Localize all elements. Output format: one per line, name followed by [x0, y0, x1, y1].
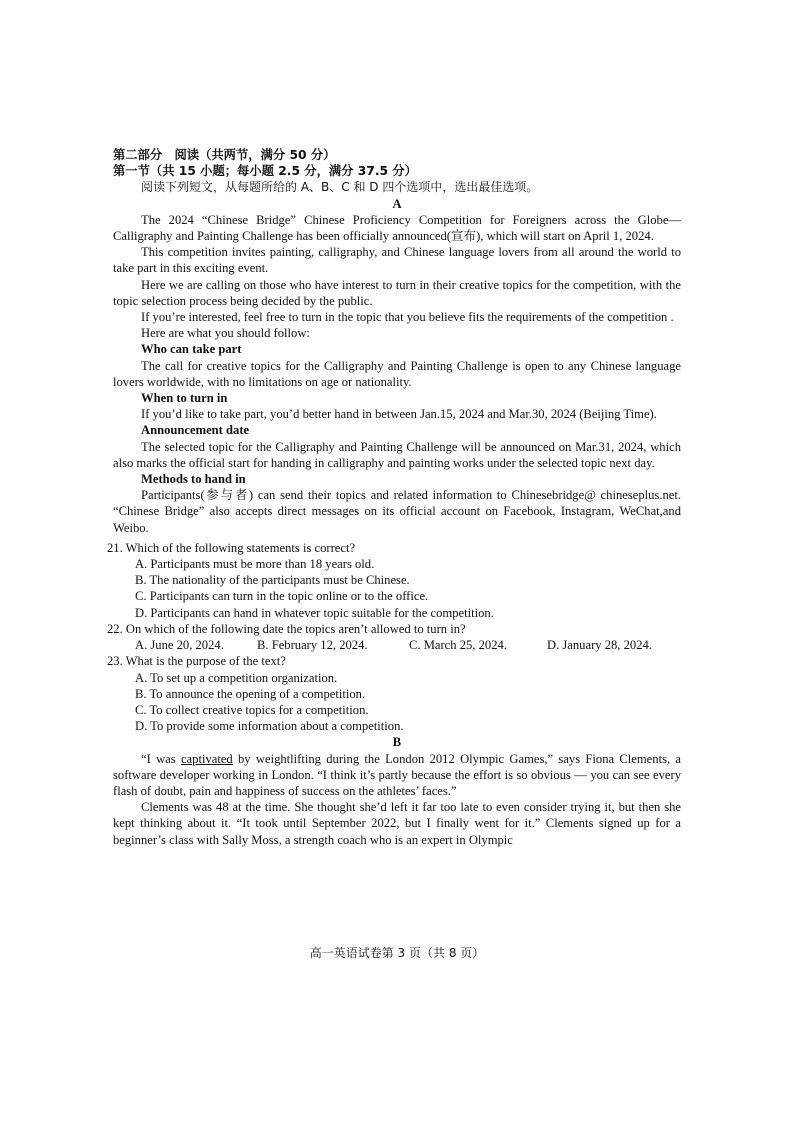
question-22-option-b[interactable]: B. February 12, 2024. [257, 638, 368, 653]
part-title: 第二部分 阅读（共两节，满分 50 分） [113, 148, 336, 162]
subheading-announcement: Announcement date [141, 423, 250, 438]
question-21-option-c[interactable]: C. Participants can turn in the topic online or to the office. [135, 589, 429, 604]
instruction: 阅读下列短文，从每题所给的 A、B、C 和 D 四个选项中，选出最佳选项。 [141, 180, 539, 195]
question-22-stem: 22. On which of the following date the topics aren’t allowed to turn in? [107, 621, 466, 636]
question-22-options [113, 637, 681, 653]
passage-a-paragraph: The 2024 “Chinese Bridge” Chinese Proficiency Competition for Foreigners across the Globe—Calligraphy and Painting Challenge has been officially announced(宣布), which will start on April 1, 2024. [113, 212, 681, 244]
question-23-option-c[interactable]: C. To collect creative topics for a competition. [135, 702, 369, 717]
subheading-when: When to turn in [141, 391, 228, 406]
passage-a-paragraph: Participants(参与者) can send their topics and related information to Chinesebridge@ chineseplus.net. “Chinese Bridge” also accepts direct messages on its official account on Facebook, Instagram, WeChat,and Weibo. [113, 488, 681, 535]
exam-page [107, 147, 682, 848]
question-23-option-d[interactable]: D. To provide some information about a competition. [135, 719, 404, 734]
passage-a-paragraph: If you’d like to take part, you’d better hand in between Jan.15, 2024 and Mar.30, 2024 (Beijing Time). [141, 407, 657, 422]
passage-b-p1-start: “I was [141, 751, 181, 766]
passage-a-paragraph: Here we are calling on those who have interest to turn in their creative topics for the competition, with the topic selection process being decided by the public. [113, 277, 681, 308]
passage-a-paragraph: This competition invites painting, calligraphy, and Chinese language lovers from all around the world to take part in this exciting event. [113, 245, 681, 276]
passage-a-paragraph: If you’re interested, feel free to turn in the topic that you believe fits the requirements of the competition . [141, 310, 674, 325]
passage-b-paragraph: Clements was 48 at the time. She thought she’d left it far too late to even consider trying it, but then she kept thinking about it. “It took until September 2022, but I finally went for it.” Clements signed up for a beginner’s class with Sally Moss, a strength coach who is an expert in Olympic [113, 800, 681, 847]
subheading-who: Who can take part [141, 342, 242, 357]
passage-b-p1-rest: by weightlifting during the London 2012 Olympic Games,” says Fiona Clements, a software developer working in London. “I think it’s partly because the effort is so obvious — you can see every flash of doubt, pain and happiness of success on the athletes’ faces.” [113, 751, 682, 798]
question-22-option-d[interactable]: D. January 28, 2024. [547, 638, 652, 653]
question-22-option-c[interactable]: C. March 25, 2024. [409, 638, 507, 653]
passage-b-letter: B [392, 735, 402, 750]
question-23-option-a[interactable]: A. To set up a competition organization. [135, 670, 338, 685]
underlined-word: captivated [180, 751, 233, 766]
passage-a-letter: A [392, 196, 402, 211]
question-22-option-a[interactable]: A. June 20, 2024. [135, 638, 224, 653]
passage-a-paragraph: The call for creative topics for the Calligraphy and Painting Challenge is open to any Chinese language lovers worldwide, with no limitations on age or nationality. [113, 358, 681, 389]
passage-a-paragraph: The selected topic for the Calligraphy and Painting Challenge will be announced on Mar.31, 2024, which also marks the official start for handing in calligraphy and painting works under the selected topic next day. [113, 439, 681, 470]
question-23-stem: 23. What is the purpose of the text? [107, 654, 286, 669]
question-21-option-d[interactable]: D. Participants can hand in whatever topic suitable for the competition. [135, 605, 494, 620]
page-footer: 高一英语试卷第 3 页（共 8 页） [309, 946, 485, 960]
question-23-option-b[interactable]: B. To announce the opening of a competition. [135, 686, 366, 701]
passage-b-paragraph [113, 751, 681, 800]
question-21-option-b[interactable]: B. The nationality of the participants must be Chinese. [135, 573, 410, 588]
subheading-methods: Methods to hand in [141, 472, 246, 487]
question-21-option-a[interactable]: A. Participants must be more than 18 years old. [135, 557, 375, 572]
question-21-stem: 21. Which of the following statements is correct? [107, 540, 356, 555]
section-title: 第一节（共 15 小题；每小题 2.5 分，满分 37.5 分） [113, 164, 417, 179]
passage-a-paragraph: Here are what you should follow: [141, 326, 310, 341]
